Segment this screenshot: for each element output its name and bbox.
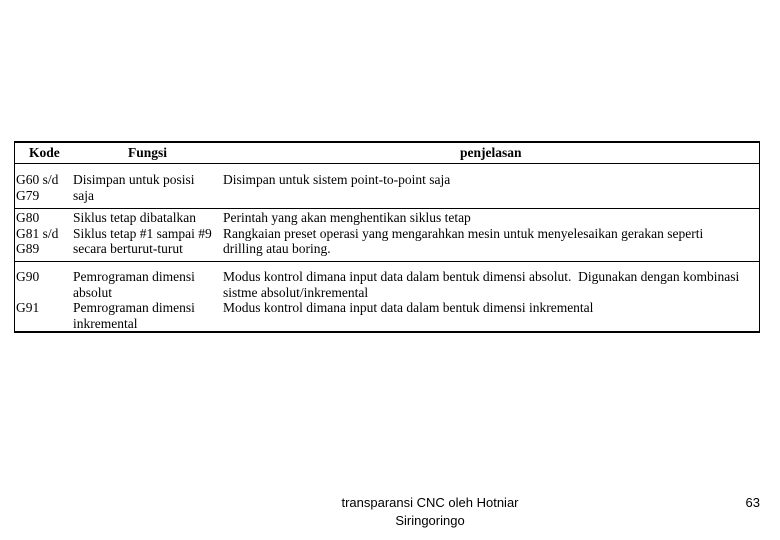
row-1-penjelasan: Disimpan untuk sistem point-to-point saja bbox=[223, 172, 451, 187]
row-divider bbox=[15, 208, 759, 209]
row-3-kode: G90 G91 bbox=[16, 269, 40, 315]
footer-caption: transparansi CNC oleh Hotniar Siringoringo bbox=[341, 495, 519, 528]
header-penjelasan: penjelasan bbox=[460, 145, 522, 160]
row-2-fungsi: Siklus tetap dibatalkan Siklus tetap #1 sampai #9 secara berturut-turut bbox=[73, 210, 212, 256]
row-divider bbox=[15, 261, 759, 262]
row-1-kode: G60 s/d G79 bbox=[16, 172, 59, 203]
row-3-penjelasan: Modus kontrol dimana input data dalam bentuk dimensi absolut. Digunakan dengan kombinasi sistme absolut/inkremental Modus kontrol dimana input data dalam bentuk dimensi inkremental bbox=[223, 269, 740, 315]
row-2-penjelasan: Perintah yang akan menghentikan siklus tetap Rangkaian preset operasi yang mengarahkan mesin untuk menyelesaikan gerakan seperti drilling atau boring. bbox=[223, 210, 704, 256]
header-divider bbox=[15, 163, 759, 164]
header-kode: Kode bbox=[29, 145, 60, 160]
header-fungsi: Fungsi bbox=[128, 145, 168, 160]
row-2-kode: G80 G81 s/d G89 bbox=[16, 210, 59, 256]
page-number: 63 bbox=[745, 495, 760, 510]
row-3-fungsi: Pemrograman dimensi absolut Pemrograman dimensi inkremental bbox=[73, 269, 195, 331]
row-1-fungsi: Disimpan untuk posisi saja bbox=[73, 172, 195, 203]
gcode-table bbox=[14, 141, 760, 333]
